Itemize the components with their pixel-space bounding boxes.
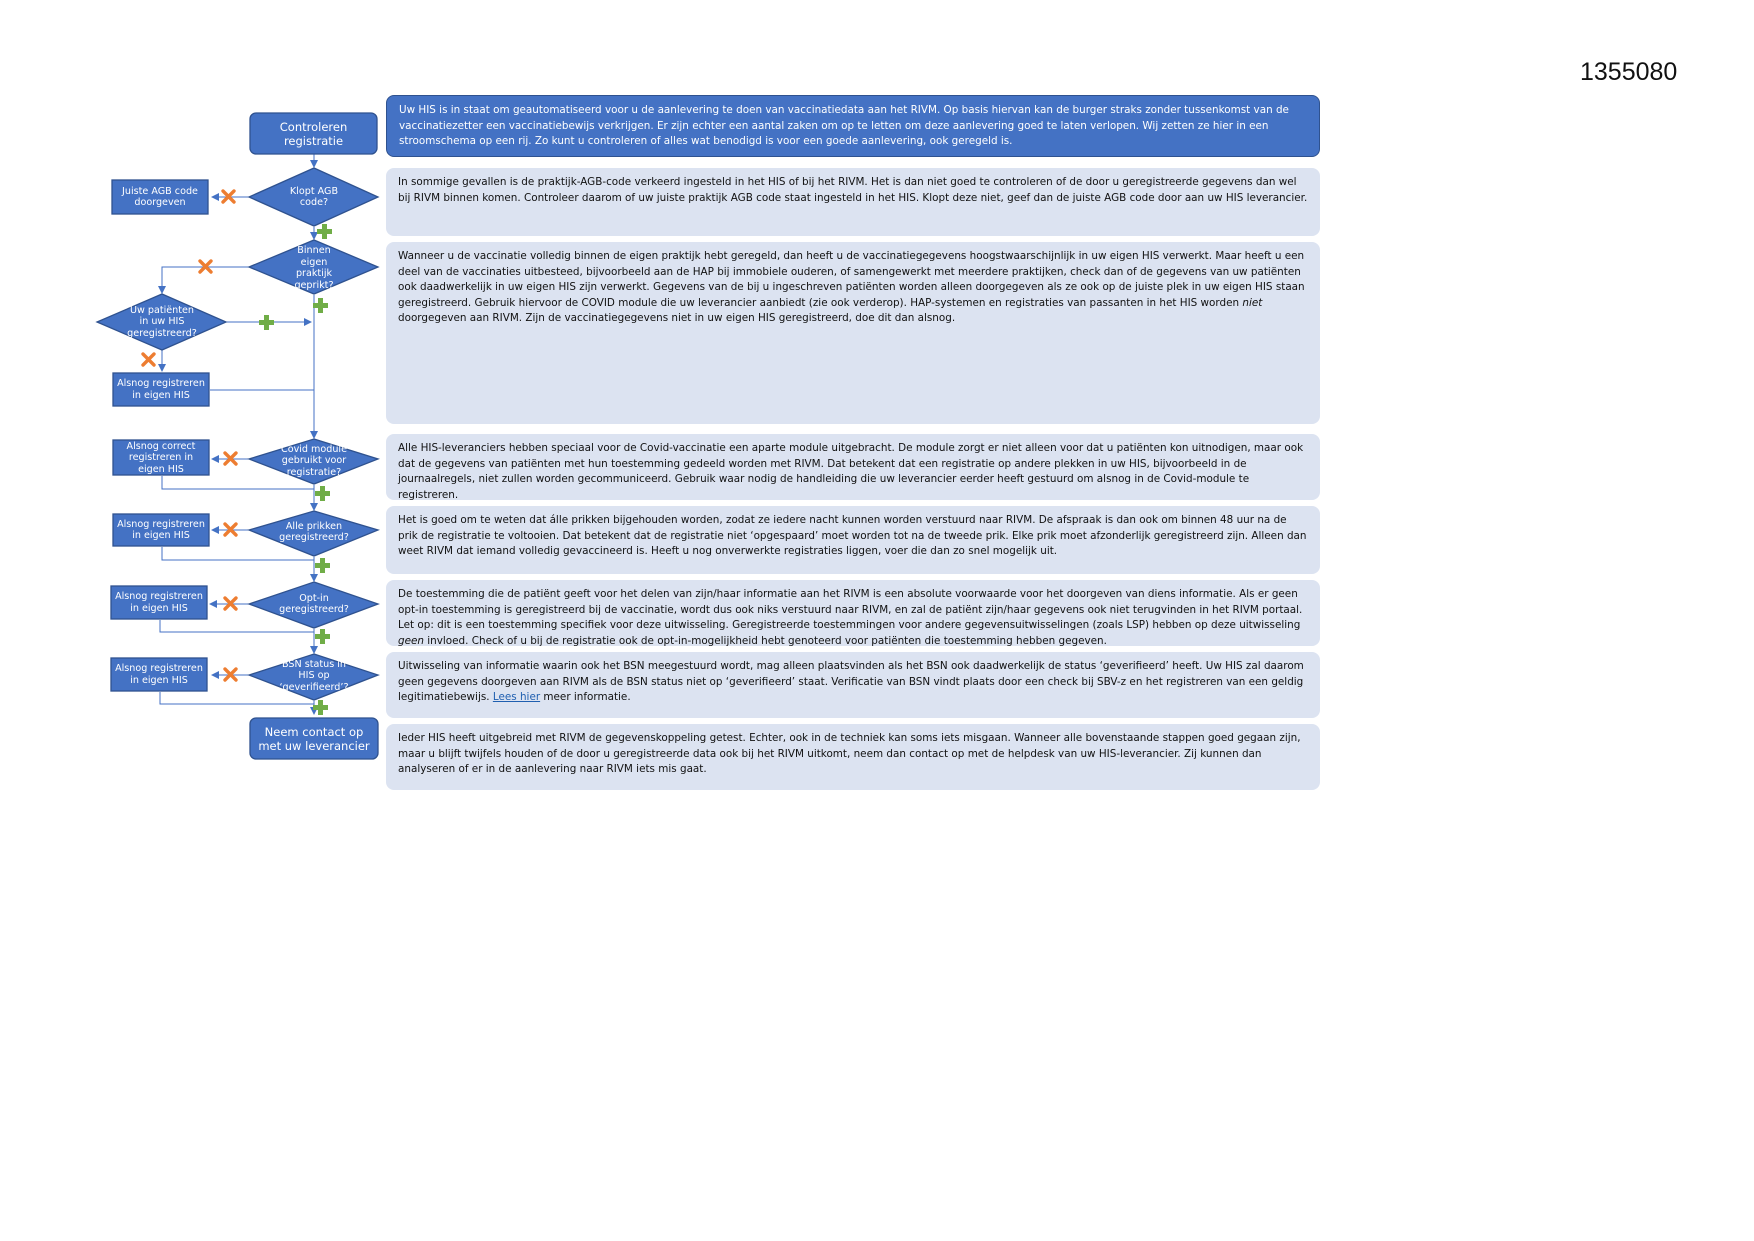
plus-icon bbox=[315, 629, 330, 644]
decision-patienten-label: Uw patiënten in uw HIS geregistreerd? bbox=[127, 304, 197, 339]
contact-panel bbox=[386, 724, 1320, 790]
prikken-text: Het is goed om te weten dat álle prikken bijgehouden worden, zodat ze iedere nacht kunnen worden verstuurd naar RIVM. De afspraak is dan ook om binnen 48 uur na de prik de registratie te voltooien. Dat betekent dat de registratie niet ‘opgespaard’ moet worden tot na de tweede prik. Elke prik moet afzonderlijk geregistreerd zijn. Alleen dan weet RIVM dat iemand volledig gevaccineerd is. Heeft u nog onverwerkte registraties liggen, voer die dan zo snel mogelijk uit. bbox=[398, 514, 1307, 557]
intro-panel bbox=[386, 95, 1320, 157]
bsn-text-b: meer informatie. bbox=[543, 691, 631, 703]
document-number: 1355080 bbox=[1580, 58, 1678, 86]
optin-text-a: De toestemming die de patiënt geeft voor het delen van zijn/haar informatie aan het RIVM is een absolute voorwaarde voor het doorgeven van diens informatie. Als er geen opt-in toestemming is geregistreerd bij de vaccinatie, wordt dus ook niks verstuurd naar RIVM, en zal de patiënt zijn/haar gegevens ook niet terugvinden in het RIVM portaal. Let op: dit is een toestemming specifiek voor deze uitwisseling. Geregistreerde toestemmingen voor andere gegevensuitwisselingen (zoals LSP) hebben op deze uitwisseling bbox=[398, 588, 1303, 631]
praktijk-text-b: doorgegeven aan RIVM. Zijn de vaccinatiegegevens niet in uw eigen HIS geregistreerd, doe dit dan alsnog. bbox=[398, 312, 956, 324]
agb-panel bbox=[386, 168, 1320, 236]
action-bsn-label: Alsnog registreren in eigen HIS bbox=[115, 663, 203, 686]
decision-prikken-label: Alle prikken geregistreerd? bbox=[279, 520, 349, 543]
lees-hier-link[interactable]: Lees hier bbox=[492, 691, 541, 703]
end-label: Neem contact op met uw leverancier bbox=[258, 725, 370, 753]
plus-icon bbox=[317, 224, 332, 239]
praktijk-text-a: Wanneer u de vaccinatie volledig binnen de eigen praktijk hebt geregeld, dan heeft u de vaccinatiegegevens hoogstwaarschijnlijk in uw eigen HIS verwerkt. Maar heeft u een deel van de vaccinaties uitbesteed, bijvoorbeeld aan de HAP bij immobiele ouderen, of samengewerkt met meerdere praktijken, check dan of de gegevens van uw patiënten ook daadwerkelijk in uw eigen HIS zijn verwerkt. Gegevens van de bij u ingeschreven patiënten worden alleen doorgegeven als ze ook op de juiste plek in uw eigen HIS staan geregistreerd. Gebruik hiervoor de COVID module die uw leverancier aanbiedt (zie ook verderop). HAP-systemen en registraties van passanten in het HIS worden bbox=[398, 250, 1305, 309]
start-label: Controleren registratie bbox=[279, 120, 348, 148]
action-agb-label: Juiste AGB code doorgeven bbox=[122, 185, 198, 208]
plus-icon bbox=[313, 298, 328, 313]
bsn-panel bbox=[386, 652, 1320, 718]
action-prikken-label: Alsnog registreren in eigen HIS bbox=[117, 518, 205, 541]
action-patienten-label: Alsnog registreren in eigen HIS bbox=[117, 378, 205, 401]
optin-panel bbox=[386, 580, 1320, 646]
contact-text: Ieder HIS heeft uitgebreid met RIVM de gegevenskoppeling getest. Echter, ook in de techniek kan soms iets misgaan. Wanneer alle bovenstaande stappen goed gegaan zijn, maar u blijft twijfels houden of de door u geregistreerde data ook bij het RIVM uitkomt, neem dan contact op met de helpdesk van uw HIS-leverancier. Zij kunnen dan analyseren of er in de aanlevering naar RIVM iets mis gaat. bbox=[398, 732, 1301, 775]
decision-bsn-label: BSN status in HIS op ‘geverifieerd’? bbox=[279, 658, 349, 693]
decision-covid-label: Covid module gebruikt voor registratie? bbox=[281, 443, 348, 478]
plus-icon bbox=[313, 700, 328, 715]
praktijk-text-emphasis: niet bbox=[1242, 296, 1263, 309]
decision-optin-label: Opt-in geregistreerd? bbox=[279, 592, 349, 615]
prikken-panel bbox=[386, 506, 1320, 574]
praktijk-panel bbox=[386, 242, 1320, 424]
covid-text: Alle HIS-leveranciers hebben speciaal voor de Covid-vaccinatie een aparte module uitgebracht. De module zorgt er niet alleen voor dat u patiënten kon uitnodigen, maar ook dat de gegevens van patiënten met hun toestemming gedeeld worden met RIVM. Dat betekent dat een registratie op andere plekken in uw HIS, bijvoorbeeld in de journaalregels, niet zullen worden gecommuniceerd. Gebruik waar nodig de handleiding die uw leverancier eerder heeft gestuurd om alsnog in de Covid-module te registreren. bbox=[398, 442, 1304, 500]
covid-panel bbox=[386, 434, 1320, 500]
intro-text: Uw HIS is in staat om geautomatiseerd voor u de aanlevering te doen van vaccinatiedata aan het RIVM. Op basis hiervan kan de burger straks zonder tussenkomst van de vaccinatiezetter een vaccinatiebewijs verkrijgen. Er zijn echter een aantal zaken om op te letten om deze aanlevering goed te laten verlopen. Wij zetten ze hier in een stroomschema op een rij. Zo kunt u controleren of alles wat benodigd is voor een goede aanlevering, ook geregeld is. bbox=[399, 104, 1289, 147]
action-covid-label: Alsnog correct registreren in eigen HIS bbox=[126, 440, 196, 475]
optin-text-b: invloed. Check of u bij de registratie ook de opt-in-mogelijkheid hebt genoteerd voor patiënten die toestemming hebben gegeven. bbox=[427, 634, 1107, 646]
cross-icon bbox=[143, 354, 154, 365]
plus-icon bbox=[259, 315, 274, 330]
optin-text-emphasis: geen bbox=[398, 634, 424, 646]
plus-icon bbox=[315, 558, 330, 573]
decision-agb-label: Klopt AGB code? bbox=[289, 185, 339, 208]
bsn-text-a: Uitwisseling van informatie waarin ook het BSN meegestuurd wordt, mag alleen plaatsvinden als het BSN ook daadwerkelijk de status ‘geverifieerd’ heeft. Uw HIS zal daarom geen gegevens doorgeven aan RIVM als de BSN status niet op ‘geverifieerd’ staat. Verificatie van BSN vindt plaats door een check bij SBV-z en het registreren van een geldig legitimatiebewijs. bbox=[398, 660, 1304, 703]
agb-text: In sommige gevallen is de praktijk-AGB-code verkeerd ingesteld in het HIS of bij het RIVM. Het is dan niet goed te controleren of de door u geregistreerde gegevens dan wel bij RIVM binnen komen. Controleer daarom of uw juiste praktijk AGB code staat ingesteld in het HIS. Klopt deze niet, geef dan de juiste AGB code door aan uw HIS leverancier. bbox=[398, 176, 1308, 204]
plus-icon bbox=[315, 486, 330, 501]
connectors bbox=[160, 154, 314, 714]
decision-praktijk-label: Binnen eigen praktijk geprikt? bbox=[294, 245, 334, 291]
action-optin-label: Alsnog registreren in eigen HIS bbox=[115, 591, 203, 614]
